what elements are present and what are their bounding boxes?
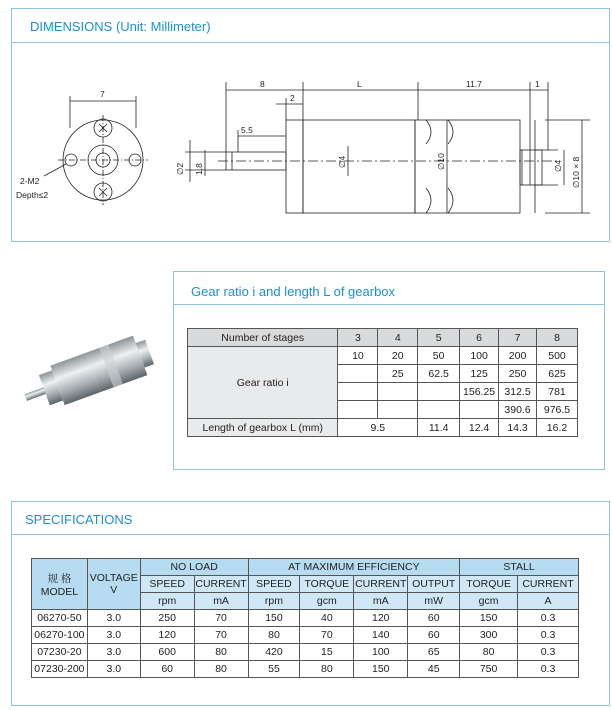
unit-cell: mW [408, 593, 460, 610]
col-header: TORQUE [460, 576, 518, 593]
table-cell: 150 [460, 610, 518, 627]
specs-title: SPECIFICATIONS [25, 512, 133, 527]
dim-2-label: 2 [290, 93, 295, 103]
table-cell: 3.0 [87, 661, 140, 678]
col-header: CURRENT [194, 576, 248, 593]
table-cell: 0.3 [518, 627, 579, 644]
table-cell: 3.0 [87, 644, 140, 661]
table-cell: 150 [248, 610, 300, 627]
dim-8-label: 8 [260, 79, 265, 89]
voltage-header [87, 559, 140, 610]
stage-cell: 4 [378, 329, 418, 347]
model-cn-label: 规 格 [47, 572, 72, 585]
model-cell: 06270-100 [32, 627, 88, 644]
dim-5-5-label: 5.5 [241, 125, 253, 135]
table-cell: 80 [194, 661, 248, 678]
ratio-cell: 200 [499, 347, 537, 365]
front-width-label: 7 [100, 89, 105, 99]
table-row [32, 644, 579, 661]
stage-cell: 7 [499, 329, 537, 347]
table-row [32, 610, 579, 627]
table-cell: 750 [460, 661, 518, 678]
ratio-cell: 125 [460, 365, 499, 383]
ratio-cell [378, 401, 418, 419]
no-load-header: NO LOAD [140, 559, 248, 576]
length-cell: 9.5 [338, 419, 418, 437]
table-row [32, 627, 579, 644]
table-row [32, 661, 579, 678]
ratio-cell: 312.5 [499, 383, 537, 401]
table-cell: 60 [408, 627, 460, 644]
table-cell: 70 [300, 627, 354, 644]
voltage-unit: V [110, 584, 118, 596]
length-cell: 11.4 [418, 419, 460, 437]
table-cell: 0.3 [518, 610, 579, 627]
table-cell: 100 [354, 644, 408, 661]
ratio-cell [418, 401, 460, 419]
specifications-table [31, 558, 579, 678]
specs-title-rule [11, 534, 609, 535]
stall-header: STALL [460, 559, 579, 576]
unit-cell: gcm [300, 593, 354, 610]
side-view [185, 82, 590, 213]
ratio-cell: 625 [537, 365, 578, 383]
model-header [32, 559, 88, 610]
ratio-cell [338, 383, 378, 401]
ratio-cell [460, 401, 499, 419]
ratio-cell: 25 [378, 365, 418, 383]
length-label: Length of gearbox L (mm) [188, 419, 338, 437]
table-cell: 300 [460, 627, 518, 644]
stage-cell: 5 [418, 329, 460, 347]
front-view [44, 96, 148, 205]
gearmotor-photo [12, 330, 167, 420]
length-cell: 16.2 [537, 419, 578, 437]
ratio-cell: 100 [460, 347, 499, 365]
dimensions-title: DIMENSIONS (Unit: Millimeter) [30, 19, 211, 34]
unit-cell: gcm [460, 593, 518, 610]
gear-ratio-label: Gear ratio i [188, 347, 338, 419]
col-header: CURRENT [354, 576, 408, 593]
dia-2-label: ∅2 [175, 162, 185, 175]
stage-cell: 3 [338, 329, 378, 347]
ratio-cell: 976.5 [537, 401, 578, 419]
table-cell: 420 [248, 644, 300, 661]
table-cell: 3.0 [87, 610, 140, 627]
ratio-cell: 390.6 [499, 401, 537, 419]
table-cell: 65 [408, 644, 460, 661]
dim-L-label: L [357, 79, 362, 89]
col-header: SPEED [140, 576, 194, 593]
ratio-cell [378, 383, 418, 401]
table-cell: 40 [300, 610, 354, 627]
table-cell: 60 [408, 610, 460, 627]
model-label: MODEL [40, 585, 79, 598]
model-cell: 06270-50 [32, 610, 88, 627]
table-cell: 80 [194, 644, 248, 661]
ratio-cell: 20 [378, 347, 418, 365]
table-cell: 120 [140, 627, 194, 644]
table-cell: 70 [194, 610, 248, 627]
ratio-cell: 62.5 [418, 365, 460, 383]
stages-header: Number of stages [188, 329, 338, 347]
table-cell: 70 [194, 627, 248, 644]
gear-ratio-table [187, 328, 578, 437]
ratio-cell: 10 [338, 347, 378, 365]
dia-4-boss-label: ∅4 [553, 159, 563, 172]
hole-label: 2-M2 [20, 176, 40, 186]
depth-label: Depth≤2 [16, 190, 49, 200]
table-cell: 0.3 [518, 661, 579, 678]
dim-1-8-label: 1.8 [194, 163, 204, 175]
ratio-cell [338, 401, 378, 419]
col-header: TORQUE [300, 576, 354, 593]
col-header: CURRENT [518, 576, 579, 593]
length-cell: 14.3 [499, 419, 537, 437]
ratio-cell: 156.25 [460, 383, 499, 401]
ratio-cell: 50 [418, 347, 460, 365]
stage-cell: 6 [460, 329, 499, 347]
table-cell: 150 [354, 661, 408, 678]
max-eff-header: AT MAXIMUM EFFICIENCY [248, 559, 460, 576]
table-cell: 250 [140, 610, 194, 627]
gear-title-rule [173, 304, 604, 305]
table-cell: 3.0 [87, 627, 140, 644]
table-cell: 140 [354, 627, 408, 644]
table-cell: 120 [354, 610, 408, 627]
table-cell: 15 [300, 644, 354, 661]
col-header: SPEED [248, 576, 300, 593]
dim-11-7-label: 11.7 [466, 79, 482, 89]
length-cell: 12.4 [460, 419, 499, 437]
table-cell: 45 [408, 661, 460, 678]
unit-cell: rpm [248, 593, 300, 610]
ratio-cell: 781 [537, 383, 578, 401]
stage-cell: 8 [537, 329, 578, 347]
dimension-drawing [0, 42, 612, 242]
unit-cell: A [518, 593, 579, 610]
unit-cell: mA [354, 593, 408, 610]
dim-1-label: 1 [535, 79, 540, 89]
ratio-cell [338, 365, 378, 383]
table-cell: 80 [248, 627, 300, 644]
table-cell: 80 [300, 661, 354, 678]
table-cell: 55 [248, 661, 300, 678]
model-cell: 07230-200 [32, 661, 88, 678]
table-cell: 60 [140, 661, 194, 678]
unit-cell: rpm [140, 593, 194, 610]
dia-10-label: ∅10 [436, 153, 446, 170]
ratio-cell: 500 [537, 347, 578, 365]
dia-4-shaft-label: ∅4 [337, 155, 347, 168]
ratio-cell: 250 [499, 365, 537, 383]
col-header: OUTPUT [408, 576, 460, 593]
table-cell: 0.3 [518, 644, 579, 661]
table-cell: 600 [140, 644, 194, 661]
unit-cell: mA [194, 593, 248, 610]
model-cell: 07230-20 [32, 644, 88, 661]
ratio-cell [418, 383, 460, 401]
voltage-label: VOLTAGE [89, 572, 138, 584]
table-cell: 80 [460, 644, 518, 661]
gear-title: Gear ratio i and length L of gearbox [191, 284, 396, 299]
dia-10x8-label: ∅10 × 8 [571, 156, 581, 188]
